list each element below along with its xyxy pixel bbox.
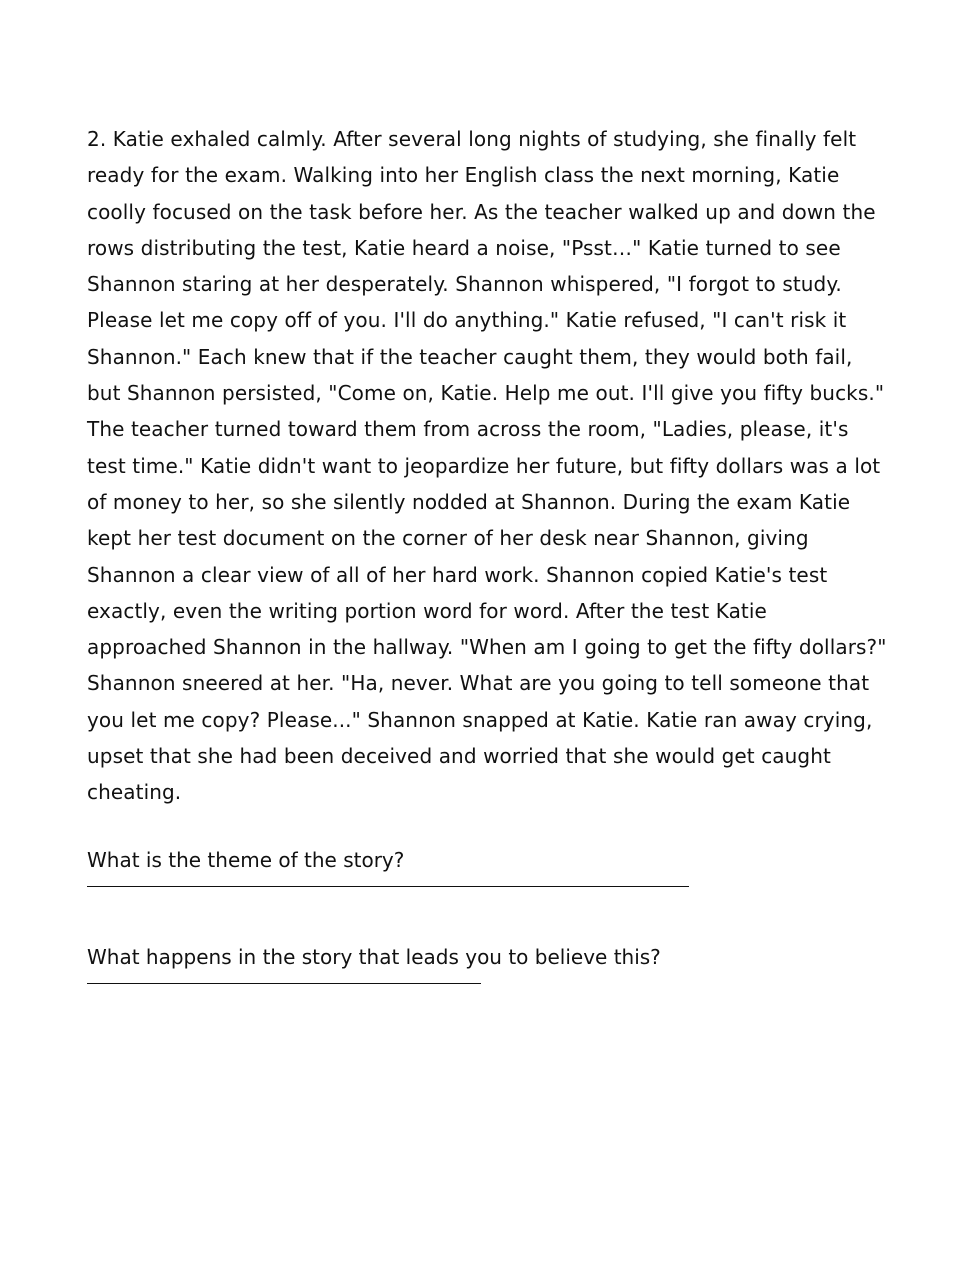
question-theme: What is the theme of the story? [87,847,405,872]
question-evidence: What happens in the story that leads you to believe this? [87,944,661,969]
answer-line-evidence[interactable] [87,983,481,984]
worksheet-page [87,121,887,984]
answer-line-theme[interactable] [87,886,689,887]
story-paragraph: 2. Katie exhaled calmly. After several long nights of studying, she finally felt ready for the exam. Walking into her English class the next morning, Katie coolly focused on the task before her. As the teacher walked up and down the rows distributing the test, Katie heard a noise, "Psst…" Katie turned to see Shannon staring at her desperately. Shannon whispered, "I forgot to study. Please let me copy off of you. I'll do anything." Katie refused, "I can't risk it Shannon." Each knew that if the teacher caught them, they would both fail, but Shannon persisted, "Come on, Katie. Help me out. I'll give you fifty bucks." The teacher turned toward them from across the room, "Ladies, please, it's test time." Katie didn't want to jeopardize her future, but fifty dollars was a lot of money to her, so she silently nodded at Shannon. During the exam Katie kept her test document on the corner of her desk near Shannon, giving Shannon a clear view of all of her hard work. Shannon copied Katie's test exactly, even the writing portion word for word. After the test Katie approached Shannon in the hallway. "When am I going to get the fifty dollars?" Shannon sneered at her. "Ha, never. What are you going to tell someone that you let me copy? Please..." Shannon snapped at Katie. Katie ran away crying, upset that she had been deceived and worried that she would get caught cheating. [87,127,887,805]
